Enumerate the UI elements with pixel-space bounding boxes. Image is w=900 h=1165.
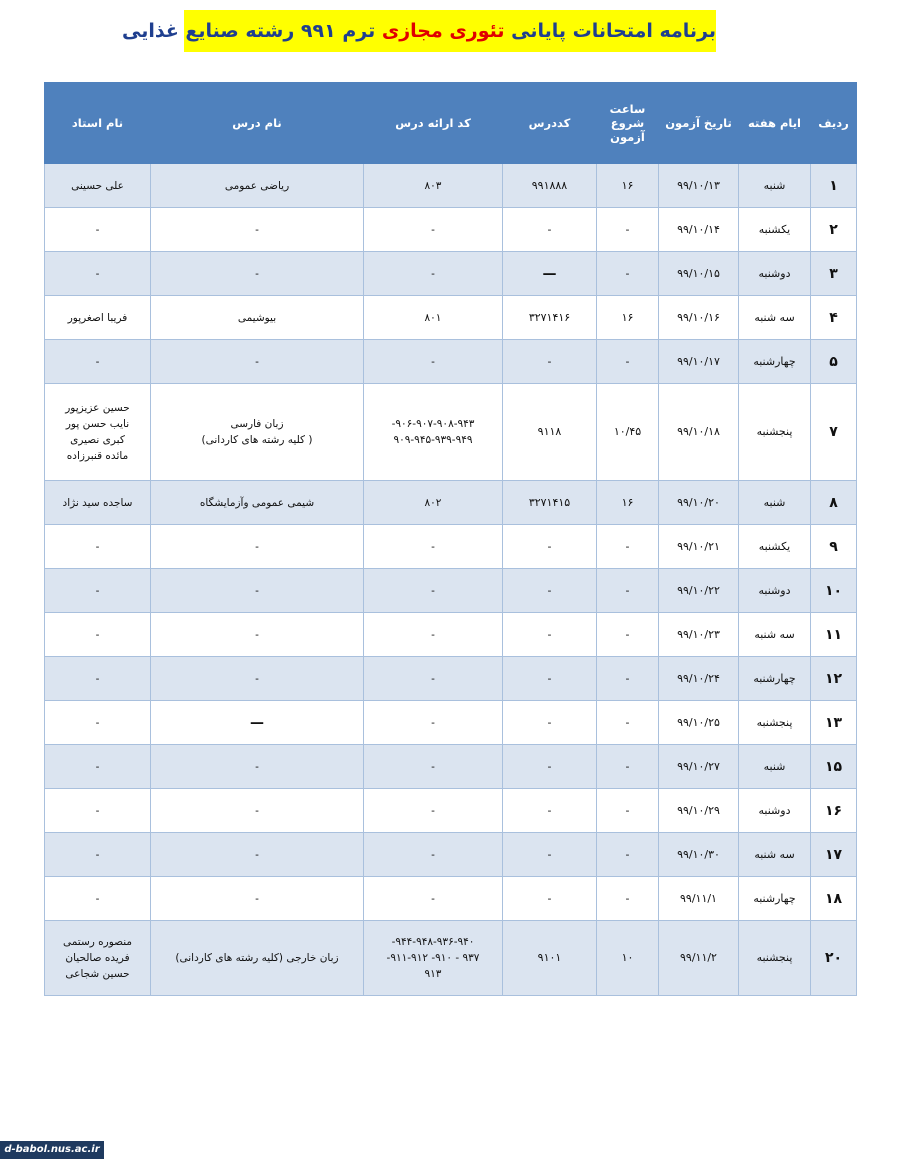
course-code-cell: ۹۱۱۸ — [503, 384, 597, 481]
row-number: ۵ — [811, 340, 857, 384]
time-cell: - — [597, 569, 659, 613]
time-cell: ۱۶ — [597, 164, 659, 208]
offer-code-cell: - — [364, 613, 503, 657]
table-row — [45, 525, 857, 569]
day-cell: پنجشنبه — [739, 921, 811, 996]
table-row — [45, 789, 857, 833]
course-name-cell: - — [151, 340, 364, 384]
teacher-cell: - — [45, 208, 151, 252]
time-cell: - — [597, 613, 659, 657]
teacher-cell: - — [45, 569, 151, 613]
course-name-cell: شیمی عمومی وآزمایشگاه — [151, 481, 364, 525]
offer-code-cell: ۸۰۳ — [364, 164, 503, 208]
table-row — [45, 208, 857, 252]
row-number: ۴ — [811, 296, 857, 340]
title-part-1: برنامه امتحانات پایانی — [504, 20, 716, 42]
date-cell: ۹۹/۱۰/۲۲ — [659, 569, 739, 613]
course-code-cell: - — [503, 613, 597, 657]
time-cell: - — [597, 525, 659, 569]
course-code-cell: ۳۲۷۱۴۱۵ — [503, 481, 597, 525]
teacher-cell: منصوره رستمی فریده صالحیان حسین شجاعی — [45, 921, 151, 996]
date-cell: ۹۹/۱۰/۲۹ — [659, 789, 739, 833]
date-cell: ۹۹/۱۰/۲۴ — [659, 657, 739, 701]
time-cell: - — [597, 745, 659, 789]
course-name-cell: - — [151, 657, 364, 701]
time-cell: - — [597, 833, 659, 877]
row-number: ۱۳ — [811, 701, 857, 745]
header-teacher: نام استاد — [45, 83, 151, 164]
row-number: ۱۸ — [811, 877, 857, 921]
date-cell: ۹۹/۱۱/۱ — [659, 877, 739, 921]
course-name-cell: - — [151, 745, 364, 789]
course-code-cell: - — [503, 657, 597, 701]
offer-code-cell: - — [364, 877, 503, 921]
time-cell: ۱۰ — [597, 921, 659, 996]
teacher-cell: - — [45, 745, 151, 789]
course-name-cell: زبان خارجی (کلیه رشته های کاردانی) — [151, 921, 364, 996]
date-cell: ۹۹/۱۰/۱۶ — [659, 296, 739, 340]
date-cell: ۹۹/۱۰/۱۴ — [659, 208, 739, 252]
course-name-cell: - — [151, 569, 364, 613]
table-row — [45, 877, 857, 921]
header-day: ایام هفته — [739, 83, 811, 164]
teacher-cell: - — [45, 340, 151, 384]
row-number: ۷ — [811, 384, 857, 481]
course-code-cell: - — [503, 208, 597, 252]
day-cell: دوشنبه — [739, 789, 811, 833]
course-code-cell: — — [503, 252, 597, 296]
date-cell: ۹۹/۱۰/۱۳ — [659, 164, 739, 208]
course-code-cell: - — [503, 833, 597, 877]
time-cell: ۱۶ — [597, 481, 659, 525]
teacher-cell: - — [45, 833, 151, 877]
title-highlight: تئوری مجازی — [381, 20, 505, 42]
header-offer-code: کد ارائه درس — [364, 83, 503, 164]
row-number: ۱۲ — [811, 657, 857, 701]
site-url-footer: d-babol.nus.ac.ir — [0, 1141, 104, 1159]
day-cell: پنجشنبه — [739, 701, 811, 745]
teacher-cell: - — [45, 525, 151, 569]
course-name-cell: - — [151, 789, 364, 833]
offer-code-cell: ۹۰۶-۹۰۷-۹۰۸-۹۴۳- ۹۰۹-۹۴۵-۹۳۹-۹۴۹ — [364, 384, 503, 481]
table-row — [45, 701, 857, 745]
day-cell: چهارشنبه — [739, 657, 811, 701]
day-cell: دوشنبه — [739, 569, 811, 613]
course-name-cell: - — [151, 252, 364, 296]
course-name-cell: بیوشیمی — [151, 296, 364, 340]
offer-code-cell: - — [364, 340, 503, 384]
day-cell: یکشنبه — [739, 525, 811, 569]
table-row — [45, 296, 857, 340]
date-cell: ۹۹/۱۰/۲۳ — [659, 613, 739, 657]
table-row — [45, 613, 857, 657]
table-row — [45, 340, 857, 384]
time-cell: - — [597, 877, 659, 921]
teacher-cell: - — [45, 789, 151, 833]
course-name-cell: ریاضی عمومی — [151, 164, 364, 208]
time-cell: ۱۶ — [597, 296, 659, 340]
course-code-cell: ۳۲۷۱۴۱۶ — [503, 296, 597, 340]
day-cell: چهارشنبه — [739, 877, 811, 921]
day-cell: سه شنبه — [739, 613, 811, 657]
offer-code-cell: - — [364, 833, 503, 877]
offer-code-cell: - — [364, 745, 503, 789]
time-cell: - — [597, 657, 659, 701]
course-name-cell: - — [151, 208, 364, 252]
course-code-cell: ۹۱۰۱ — [503, 921, 597, 996]
course-name-cell: زبان فارسی ( کلیه رشته های کاردانی) — [151, 384, 364, 481]
teacher-cell: حسین عزیزپور نایب حسن پور کبری نصیری مائده قنبرزاده — [45, 384, 151, 481]
teacher-cell: فریبا اصغرپور — [45, 296, 151, 340]
header-radif: ردیف — [811, 83, 857, 164]
page-title — [121, 10, 716, 52]
header-course-name: نام درس — [151, 83, 364, 164]
date-cell: ۹۹/۱۰/۲۱ — [659, 525, 739, 569]
offer-code-cell: - — [364, 789, 503, 833]
table-row — [45, 481, 857, 525]
offer-code-cell: - — [364, 525, 503, 569]
course-code-cell: - — [503, 877, 597, 921]
time-cell: - — [597, 252, 659, 296]
day-cell: شنبه — [739, 745, 811, 789]
course-name-cell: - — [151, 833, 364, 877]
date-cell: ۹۹/۱۰/۱۷ — [659, 340, 739, 384]
table-row — [45, 745, 857, 789]
row-number: ۲۰ — [811, 921, 857, 996]
course-code-cell: - — [503, 340, 597, 384]
teacher-cell: ساجده سید نژاد — [45, 481, 151, 525]
row-number: ۱۰ — [811, 569, 857, 613]
row-number: ۳ — [811, 252, 857, 296]
row-number: ۱۶ — [811, 789, 857, 833]
teacher-cell: - — [45, 877, 151, 921]
date-cell: ۹۹/۱۰/۳۰ — [659, 833, 739, 877]
time-cell: - — [597, 701, 659, 745]
offer-code-cell: - — [364, 208, 503, 252]
table-row — [45, 164, 857, 208]
date-cell: ۹۹/۱۰/۱۸ — [659, 384, 739, 481]
row-number: ۱ — [811, 164, 857, 208]
offer-code-cell: ۸۰۱ — [364, 296, 503, 340]
offer-code-cell: - — [364, 569, 503, 613]
teacher-cell: علی حسینی — [45, 164, 151, 208]
offer-code-cell: - — [364, 252, 503, 296]
header-time: ساعت شروع آزمون — [597, 83, 659, 164]
date-cell: ۹۹/۱۰/۱۵ — [659, 252, 739, 296]
date-cell: ۹۹/۱۰/۲۵ — [659, 701, 739, 745]
row-number: ۱۷ — [811, 833, 857, 877]
day-cell: شنبه — [739, 481, 811, 525]
table-row — [45, 921, 857, 996]
date-cell: ۹۹/۱۰/۲۰ — [659, 481, 739, 525]
day-cell: پنجشنبه — [739, 384, 811, 481]
time-cell: ۱۰/۴۵ — [597, 384, 659, 481]
day-cell: سه شنبه — [739, 833, 811, 877]
date-cell: ۹۹/۱۰/۲۷ — [659, 745, 739, 789]
table-row — [45, 833, 857, 877]
time-cell: - — [597, 208, 659, 252]
course-name-cell: - — [151, 525, 364, 569]
offer-code-cell: ۸۰۲ — [364, 481, 503, 525]
teacher-cell: - — [45, 701, 151, 745]
row-number: ۲ — [811, 208, 857, 252]
day-cell: چهارشنبه — [739, 340, 811, 384]
time-cell: - — [597, 789, 659, 833]
table-row — [45, 252, 857, 296]
offer-code-cell: - — [364, 701, 503, 745]
offer-code-cell: ۹۴۴-۹۴۸-۹۳۶-۹۴۰- ۹۳۷ - ۹۱۰- ۹۱۱-۹۱۲- ۹۱۳ — [364, 921, 503, 996]
header-course-code: کددرس — [503, 83, 597, 164]
table-row — [45, 569, 857, 613]
day-cell: سه شنبه — [739, 296, 811, 340]
teacher-cell: - — [45, 657, 151, 701]
row-number: ۱۵ — [811, 745, 857, 789]
teacher-cell: - — [45, 252, 151, 296]
course-code-cell: - — [503, 569, 597, 613]
row-number: ۱۱ — [811, 613, 857, 657]
course-name-cell: - — [151, 877, 364, 921]
time-cell: - — [597, 340, 659, 384]
row-number: ۸ — [811, 481, 857, 525]
day-cell: شنبه — [739, 164, 811, 208]
header-date: تاریخ آزمون — [659, 83, 739, 164]
title-part-2: ترم ۹۹۱ رشته صنایع غذایی — [121, 20, 382, 42]
exam-schedule-table — [44, 82, 857, 996]
teacher-cell: - — [45, 613, 151, 657]
date-cell: ۹۹/۱۱/۲ — [659, 921, 739, 996]
course-code-cell: - — [503, 789, 597, 833]
course-code-cell: ۹۹۱۸۸۸ — [503, 164, 597, 208]
offer-code-cell: - — [364, 657, 503, 701]
course-code-cell: - — [503, 701, 597, 745]
course-name-cell: — — [151, 701, 364, 745]
day-cell: یکشنبه — [739, 208, 811, 252]
day-cell: دوشنبه — [739, 252, 811, 296]
table-body — [45, 164, 857, 996]
course-code-cell: - — [503, 745, 597, 789]
row-number: ۹ — [811, 525, 857, 569]
table-row — [45, 657, 857, 701]
course-code-cell: - — [503, 525, 597, 569]
course-name-cell: - — [151, 613, 364, 657]
header-row — [45, 83, 857, 164]
table-row — [45, 384, 857, 481]
